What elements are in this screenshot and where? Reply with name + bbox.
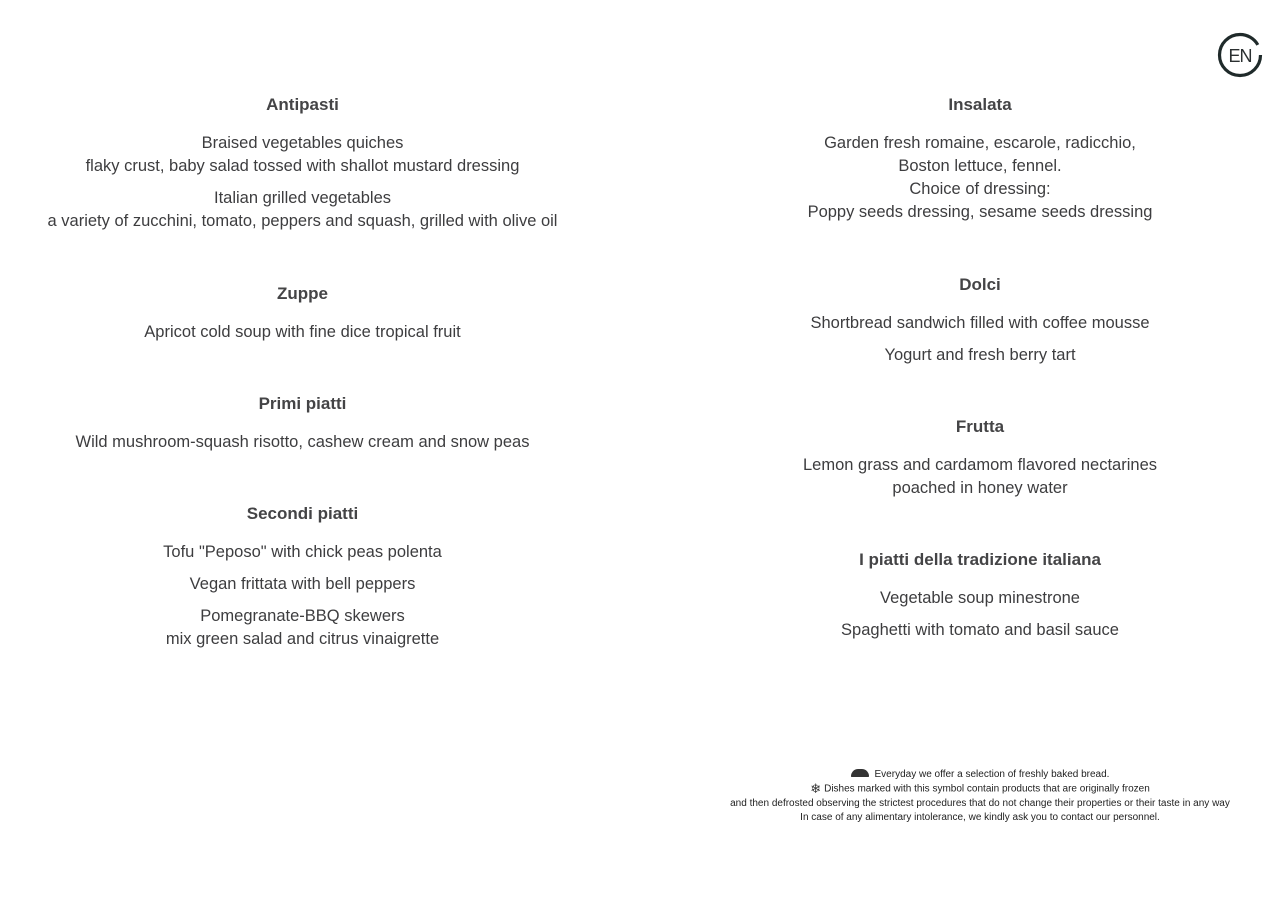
footnotes	[680, 768, 1277, 825]
section-tradizione-italiana	[680, 550, 1277, 642]
menu-item	[680, 619, 1277, 642]
menu-item	[0, 541, 605, 564]
dish-description: a variety of zucchini, tomato, peppers and squash, grilled with olive oil	[47, 212, 558, 230]
dish-name: Wild mushroom-squash risotto, cashew cream and snow peas	[75, 433, 530, 451]
section-heading: Frutta	[955, 417, 1005, 436]
snowflake-icon: ❄	[810, 781, 822, 796]
dish-name: Vegetable soup minestrone	[880, 589, 1080, 607]
menu-item	[680, 454, 1277, 500]
bread-icon	[851, 769, 869, 777]
section-heading: Dolci	[959, 275, 1001, 294]
section-heading: Antipasti	[266, 95, 339, 114]
frozen-note-text: Dishes marked with this symbol contain products that are originally frozen	[824, 783, 1150, 795]
language-badge[interactable]	[1217, 32, 1263, 78]
menu-item	[0, 573, 605, 596]
menu-item	[680, 344, 1277, 367]
frozen-note-continued: and then defrosted observing the strictest procedures that do not change their properties or their taste in any way	[730, 797, 1230, 809]
menu-item	[680, 312, 1277, 335]
dish-name: Boston lettuce, fennel.	[898, 157, 1062, 175]
dish-name: Vegan frittata with bell peppers	[189, 575, 416, 593]
section-zuppe	[0, 284, 605, 344]
dish-name: Shortbread sandwich filled with coffee mousse	[810, 314, 1150, 332]
section-heading: Zuppe	[277, 284, 328, 303]
dish-name: Pomegranate-BBQ skewers	[200, 607, 405, 625]
menu-item	[0, 321, 605, 344]
section-primi-piatti	[0, 394, 605, 454]
dish-name: Italian grilled vegetables	[213, 189, 392, 207]
section-insalata	[680, 95, 1277, 224]
dish-name: Garden fresh romaine, escarole, radicchio,	[824, 134, 1136, 152]
menu-item	[0, 132, 605, 178]
menu-item	[0, 605, 605, 651]
section-heading: Secondi piatti	[246, 504, 359, 523]
dish-description: flaky crust, baby salad tossed with shallot mustard dressing	[85, 157, 520, 175]
menu-item	[680, 132, 1277, 224]
section-heading: I piatti della tradizione italiana	[859, 550, 1101, 569]
dish-name: Braised vegetables quiches	[201, 134, 404, 152]
intolerance-note: In case of any alimentary intolerance, we kindly ask you to contact our personnel.	[800, 811, 1160, 823]
section-dolci	[680, 275, 1277, 367]
dish-description: mix green salad and citrus vinaigrette	[165, 630, 440, 648]
dish-name: Yogurt and fresh berry tart	[884, 346, 1076, 364]
section-antipasti	[0, 95, 605, 233]
dish-name: Tofu "Peposo" with chick peas polenta	[163, 543, 442, 561]
section-heading: Primi piatti	[258, 394, 347, 413]
dish-name: Lemon grass and cardamom flavored nectarines	[802, 456, 1158, 474]
dressing-options: Poppy seeds dressing, sesame seeds dressing	[807, 203, 1153, 221]
bread-note	[680, 768, 1277, 782]
bread-note-text: Everyday we offer a selection of freshly baked bread.	[874, 769, 1110, 780]
section-frutta	[680, 417, 1277, 500]
language-label: EN	[1228, 46, 1252, 66]
dish-name: Apricot cold soup with fine dice tropical fruit	[144, 323, 461, 341]
menu-item	[0, 187, 605, 233]
dressing-label: Choice of dressing:	[909, 180, 1051, 198]
section-secondi-piatti	[0, 504, 605, 651]
dish-name: Spaghetti with tomato and basil sauce	[841, 621, 1119, 639]
menu-item	[0, 431, 605, 454]
section-heading: Insalata	[948, 95, 1012, 114]
frozen-note	[680, 782, 1277, 797]
dish-description: poached in honey water	[892, 479, 1068, 497]
menu-item	[680, 587, 1277, 610]
